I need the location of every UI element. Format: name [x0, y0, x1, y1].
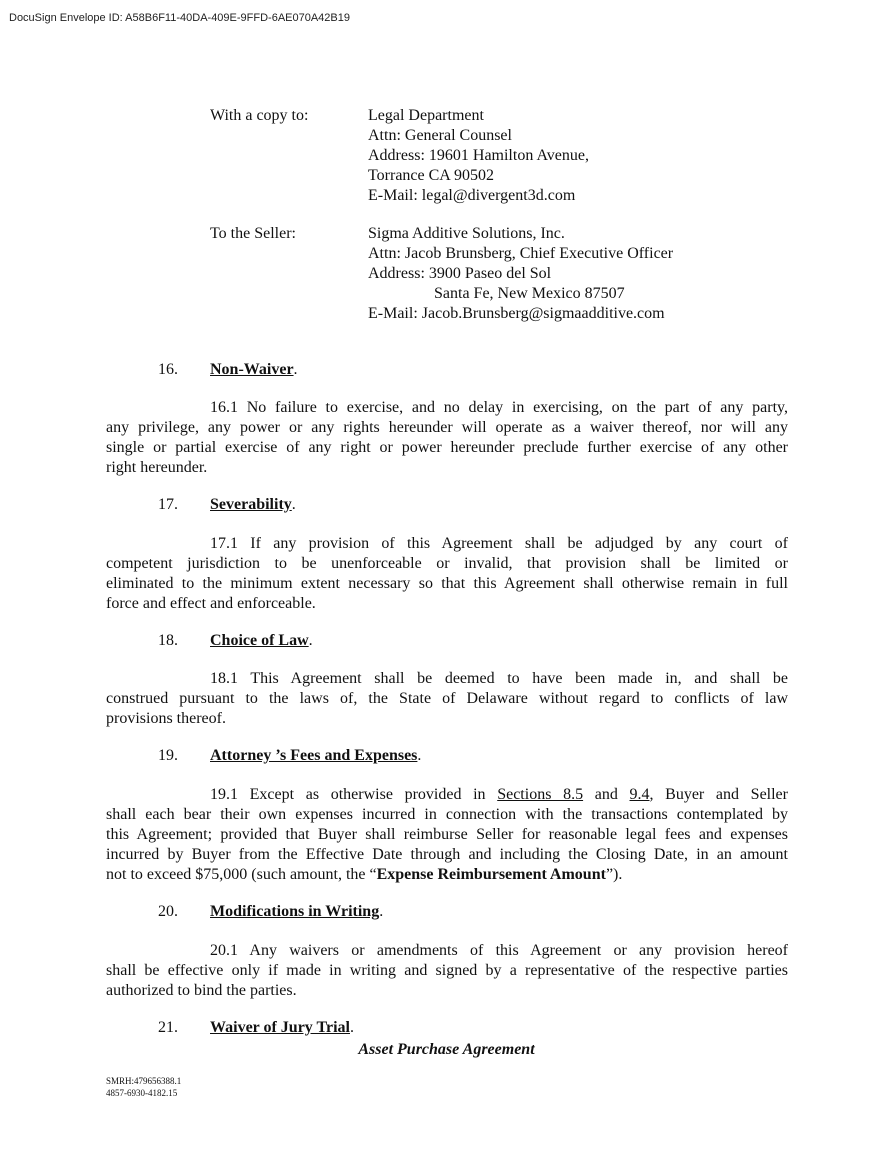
para-line: 18.1 This Agreement shall be deemed to have been made in, and shall be: [210, 670, 788, 687]
para-line: competent jurisdiction to be unenforceable or invalid, that provision shall be limited or: [106, 555, 788, 572]
para-line: provisions thereof.: [106, 710, 226, 727]
para-text: ”).: [605, 866, 623, 883]
para-line: construed pursuant to the laws of, the State of Delaware without regard to conflicts of law: [106, 690, 788, 707]
defined-term: Expense Reimbursement Amount: [376, 866, 606, 883]
section-reference-link[interactable]: 9.4: [629, 786, 650, 803]
para-line: 20.1 Any waivers or amendments of this Agreement or any provision hereof: [210, 942, 788, 959]
section-paragraph: [106, 398, 788, 478]
address-line: Address: 3900 Paseo del Sol: [368, 265, 552, 282]
section-heading: Modifications in Writing.: [210, 903, 384, 920]
para-line: any privilege, any power or any rights hereunder will operate as a waiver thereof, nor will any: [106, 419, 788, 436]
address-line: Santa Fe, New Mexico 87507: [434, 285, 625, 302]
para-text: , Buyer and Seller: [649, 786, 788, 803]
footer-reference: SMRH:479656388.1: [106, 1076, 182, 1086]
section-number: 21.: [158, 1019, 178, 1036]
para-text: 19.1 Except as otherwise provided in: [210, 786, 498, 803]
copy-to-label: With a copy to:: [210, 107, 309, 124]
section-title: Non-Waiver: [210, 361, 294, 378]
address-line: Attn: General Counsel: [368, 127, 512, 144]
section-title: Modifications in Writing: [210, 903, 380, 920]
section-paragraph: [106, 534, 788, 614]
address-line: Attn: Jacob Brunsberg, Chief Executive Officer: [368, 245, 674, 262]
para-line: shall each bear their own expenses incurred in connection with the transactions contemplated by: [106, 806, 788, 823]
section-heading: Attorney ’s Fees and Expenses.: [210, 747, 422, 764]
address-line: Address: 19601 Hamilton Avenue,: [368, 147, 590, 164]
section-title: Severability: [210, 496, 292, 513]
para-line: 17.1 If any provision of this Agreement shall be adjudged by any court of: [210, 535, 788, 552]
para-line: eliminated to the minimum extent necessary so that this Agreement shall otherwise remain in full: [106, 575, 788, 592]
para-line: single or partial exercise of any right or power hereunder preclude further exercise of any other: [106, 439, 788, 456]
footer-document-title: Asset Purchase Agreement: [358, 1041, 535, 1058]
para-text: and: [583, 786, 630, 803]
para-line: incurred by Buyer from the Effective Date through and including the Closing Date, in an amount: [106, 846, 788, 863]
section-number: 19.: [158, 747, 178, 764]
para-text: not to exceed $75,000 (such amount, the “: [106, 866, 377, 883]
email-line: E-Mail: legal@divergent3d.com: [368, 187, 576, 204]
para-line: [106, 865, 788, 885]
section-heading: Choice of Law.: [210, 632, 313, 649]
section-title: Choice of Law: [210, 632, 309, 649]
para-line: force and effect and enforceable.: [106, 595, 316, 612]
footer-reference: 4857-6930-4182.15: [106, 1088, 178, 1098]
section-title: Waiver of Jury Trial: [210, 1019, 350, 1036]
section-number: 18.: [158, 632, 178, 649]
para-line: right hereunder.: [106, 459, 208, 476]
section-number: 20.: [158, 903, 178, 920]
section-number: 16.: [158, 361, 178, 378]
section-heading: Waiver of Jury Trial.: [210, 1019, 354, 1036]
section-title: Attorney ’s Fees and Expenses: [210, 747, 418, 764]
section-reference-link[interactable]: Sections 8.5: [497, 786, 584, 803]
seller-label: To the Seller:: [210, 225, 296, 242]
section-paragraph: [106, 785, 788, 885]
section-heading: Severability.: [210, 496, 296, 513]
address-line: Legal Department: [368, 107, 484, 124]
section-paragraph: [106, 669, 788, 729]
para-line: this Agreement; provided that Buyer shall reimburse Seller for reasonable legal fees and expenses: [106, 826, 788, 843]
para-line: shall be effective only if made in writing and signed by a representative of the respective parties: [106, 962, 788, 979]
para-line: 16.1 No failure to exercise, and no delay in exercising, on the part of any party,: [210, 399, 788, 416]
docusign-envelope-id: DocuSign Envelope ID: A58B6F11-40DA-409E-9FFD-6AE070A42B19: [9, 12, 350, 24]
section-number: 17.: [158, 496, 178, 513]
para-line: authorized to bind the parties.: [106, 982, 297, 999]
para-line: [106, 785, 788, 805]
address-line: Sigma Additive Solutions, Inc.: [368, 225, 565, 242]
section-paragraph: [106, 941, 788, 1001]
email-line: E-Mail: Jacob.Brunsberg@sigmaadditive.com: [368, 305, 665, 322]
address-line: Torrance CA 90502: [368, 167, 494, 184]
section-heading: Non-Waiver.: [210, 361, 298, 378]
